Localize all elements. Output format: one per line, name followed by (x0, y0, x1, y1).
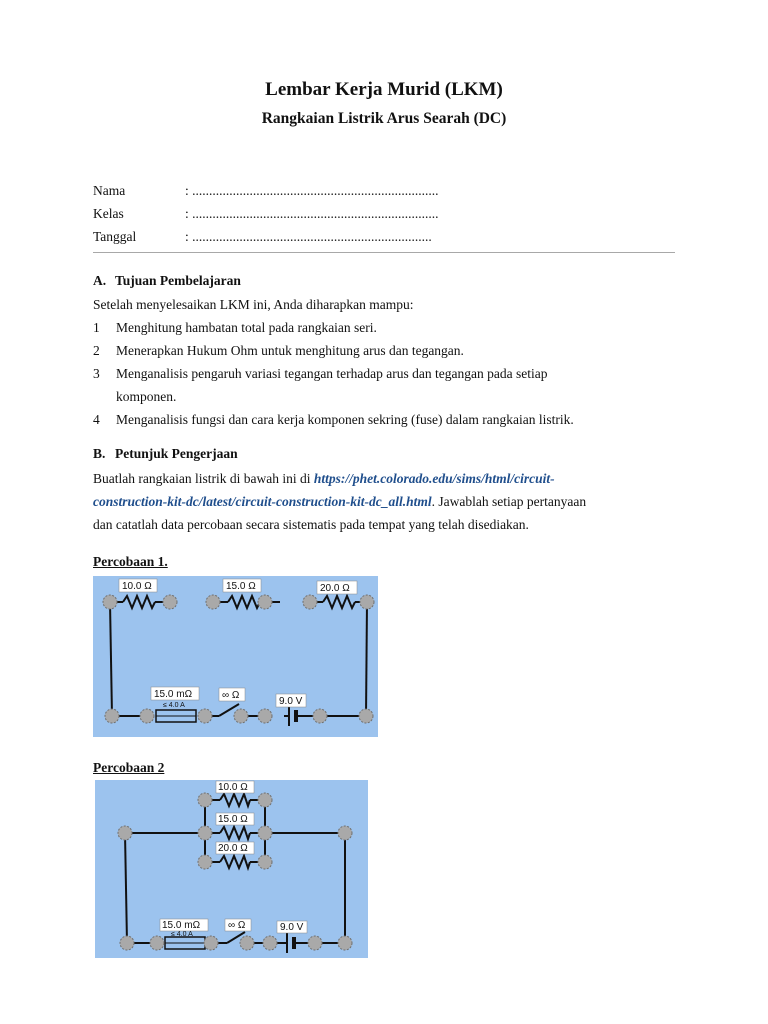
resistor-2-label: 15.0 Ω (226, 581, 256, 592)
section-a-title: Tujuan Pembelajaran (115, 273, 241, 288)
section-b-heading (93, 444, 238, 464)
section-a-intro: Setelah menyelesaikan LKM ini, Anda diharapkan mampu: (93, 297, 414, 312)
phet-link[interactable]: https://phet.colorado.edu/sims/html/circuit- (313, 471, 555, 486)
parallel-circuit-svg (95, 780, 368, 958)
identity-blank: : ....................................................................... (185, 229, 432, 244)
switch-label: ∞ Ω (228, 920, 246, 931)
objective-text: Menerapkan Hukum Ohm untuk menghitung arus dan tegangan. (116, 343, 464, 358)
document-subtitle: Rangkaian Listrik Arus Searah (DC) (261, 110, 507, 127)
identity-blank: : ......................................................................... (185, 183, 439, 198)
objective-text: Menganalisis fungsi dan cara kerja komponen sekring (fuse) dalam rangkaian listrik. (116, 412, 574, 427)
objective-text: Menghitung hambatan total pada rangkaian seri. (116, 320, 377, 335)
fuse-label: 15.0 mΩ (154, 689, 193, 700)
identity-blank: : ......................................................................... (185, 206, 439, 221)
objective-number: 2 (93, 343, 100, 358)
battery-label: 9.0 V (280, 922, 304, 933)
identity-label: Tanggal (93, 229, 137, 244)
instruction-text: Buatlah rangkaian listrik di bawah ini di (93, 471, 314, 486)
identity-label: Kelas (93, 206, 124, 221)
fuse-rating-label: ≤ 4.0 A (163, 702, 185, 709)
identity-label: Nama (93, 183, 126, 198)
instruction-text: . Jawablah setiap pertanyaan (431, 494, 587, 509)
section-a-letter: A. (93, 273, 107, 288)
series-circuit-diagram (93, 576, 378, 737)
phet-link-continued[interactable]: construction-kit-dc/latest/circuit-construction-kit-dc_all.html (93, 494, 432, 509)
parallel-circuit-diagram (95, 780, 368, 958)
objective-number: 1 (93, 320, 100, 335)
divider-line (93, 252, 675, 253)
resistor-1-label: 10.0 Ω (218, 782, 248, 793)
fuse-rating-label: ≤ 4.0 A (171, 931, 193, 938)
resistor-3-label: 20.0 Ω (218, 843, 248, 854)
instruction-line-2 (93, 490, 683, 513)
resistor-1-label: 10.0 Ω (122, 581, 152, 592)
instruction-line-1 (93, 467, 683, 490)
objective-text: Menganalisis pengaruh variasi tegangan terhadap arus dan tegangan pada setiap (116, 366, 548, 381)
battery-label: 9.0 V (279, 696, 303, 707)
series-circuit-svg (93, 576, 378, 737)
document-title: Lembar Kerja Murid (LKM) (265, 79, 503, 100)
switch-label: ∞ Ω (222, 690, 240, 701)
section-b-title: Petunjuk Pengerjaan (115, 446, 238, 461)
resistor-3-label: 20.0 Ω (320, 583, 350, 594)
experiment-1-title: Percobaan 1. (93, 554, 168, 569)
objective-number: 4 (93, 412, 100, 427)
resistor-2-label: 15.0 Ω (218, 814, 248, 825)
section-b-letter: B. (93, 446, 106, 461)
objective-number: 3 (93, 366, 100, 381)
fuse-label: 15.0 mΩ (162, 920, 201, 931)
instruction-line-3: dan catatlah data percobaan secara sistematis pada tempat yang telah disediakan. (93, 517, 529, 532)
experiment-2-title: Percobaan 2 (93, 760, 165, 775)
section-a-heading (93, 271, 241, 291)
objective-text: komponen. (116, 389, 177, 404)
